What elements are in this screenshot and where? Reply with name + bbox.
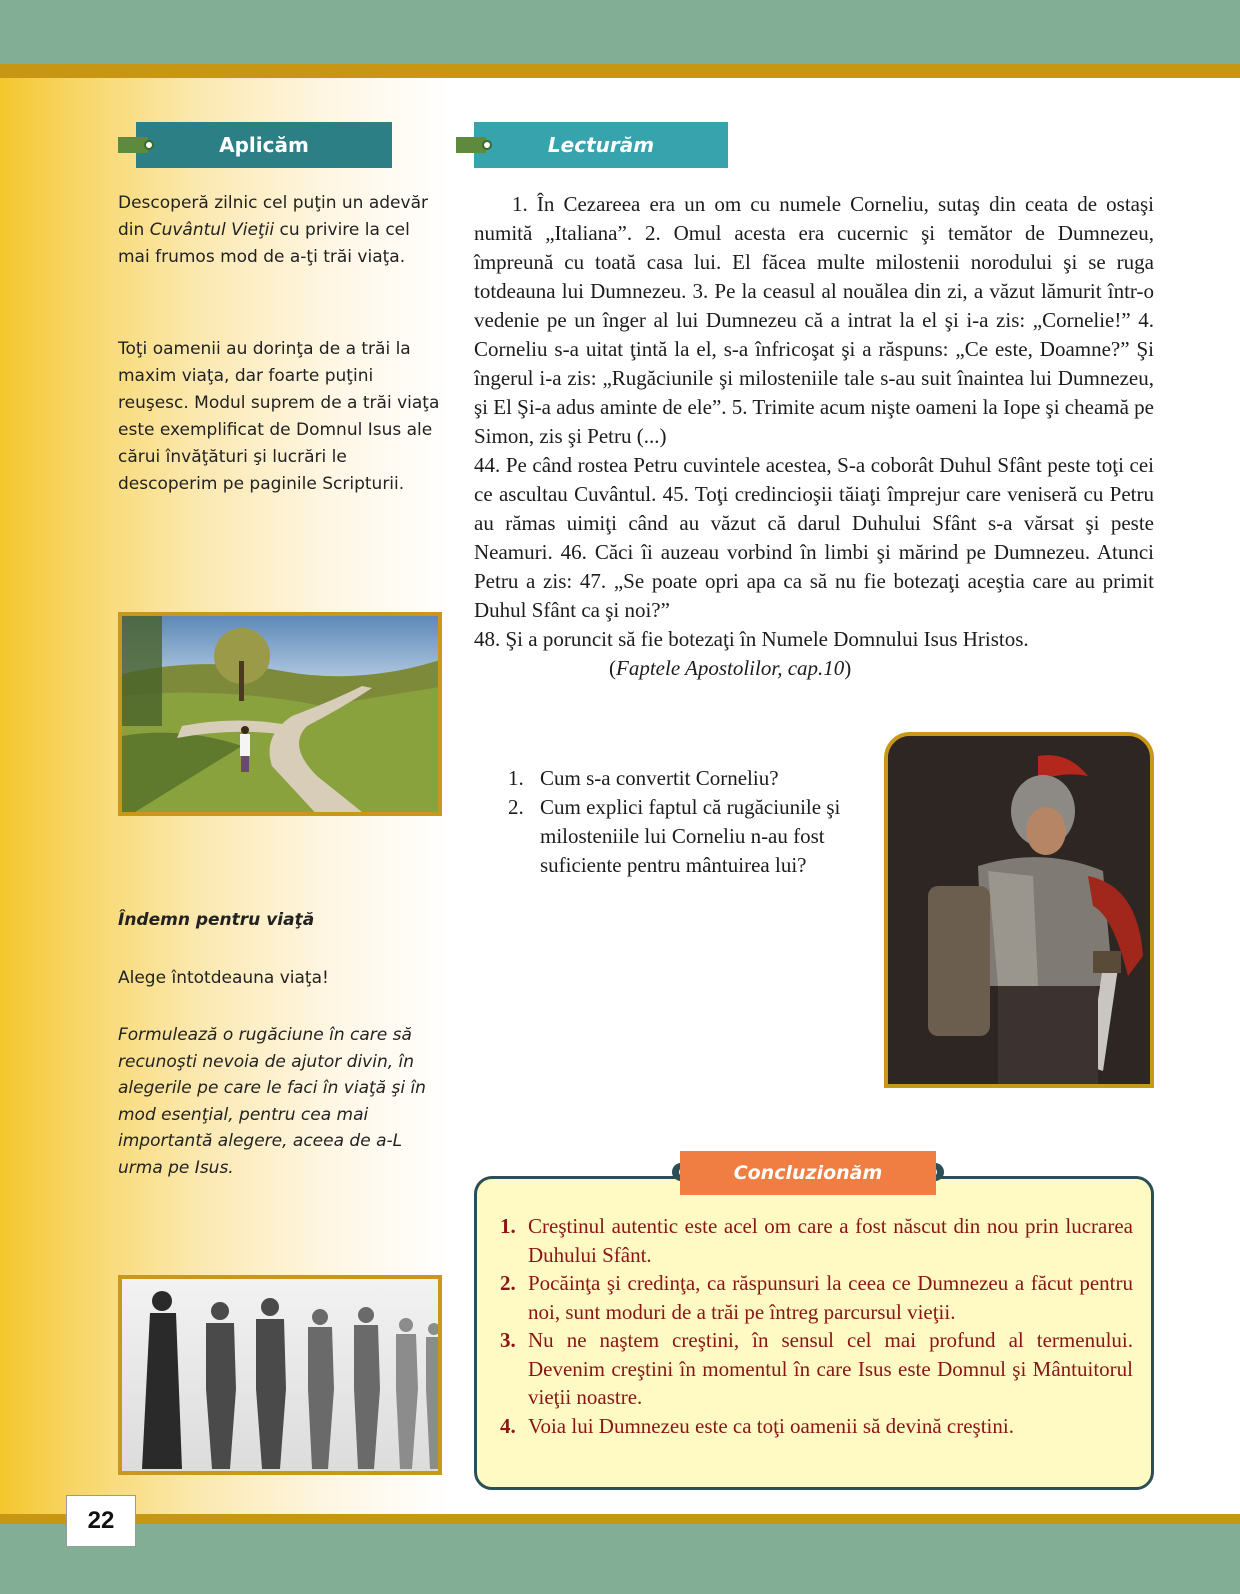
- question-number: 2.: [508, 795, 524, 819]
- desc-text: Descoperă zilnic cel puţin un adevăr din: [118, 193, 428, 240]
- top-banner: [0, 0, 1240, 64]
- conclusion-number: 4.: [500, 1413, 516, 1438]
- question-text: Cum s-a convertit Corneliu?: [540, 766, 779, 790]
- top-gold-line: [0, 64, 1240, 78]
- citation-open: (: [609, 656, 616, 680]
- conclusion-item: [500, 1412, 1133, 1441]
- concluzionam-title: Concluzionăm: [733, 1162, 883, 1184]
- conclusion-number: 3.: [500, 1328, 516, 1352]
- section-header-aplicam: [136, 122, 392, 168]
- bottom-banner: [0, 1524, 1240, 1594]
- centurion-illustration: [888, 736, 1150, 1084]
- bible-reading: [474, 190, 1154, 683]
- reading-paragraph-2: 44. Pe când rostea Petru cuvintele acestea, S-a coborât Duhul Sfânt peste toţi cei ce ascultau Cuvântul. 45. Toţi credincioşii tăiaţi împrejur care veniseră cu Petru au rămas uimiţi când au văzut că darul Duhului Sfânt s-a vărsat şi peste Neamuri. 46. Căci îi auzeau vorbind în limbi şi mărind pe Dumnezeu. Atunci Petru a zis: 47. „Se poate opri apa ca să nu fie botezaţi aceştia care au primit Duhul Sfânt ca şi noi?”: [474, 453, 1154, 622]
- conclusion-item: [500, 1212, 1133, 1269]
- conclusion-number: 1.: [500, 1214, 516, 1238]
- silhouettes-illustration: [122, 1279, 442, 1475]
- bottom-gold-line: [0, 1514, 1240, 1524]
- question-text: Cum explici faptul că rugăciunile şi milosteniile lui Corneliu n-au fost suficiente pentru mântuirea lui?: [540, 795, 841, 877]
- aplicam-description: [118, 190, 443, 271]
- page-number: 22: [66, 1495, 136, 1547]
- citation-close: ): [844, 656, 852, 680]
- conclusion-text: Pocăinţa şi credinţa, ca răspunsuri la ceea ce Dumnezeu a făcut pentru noi, sunt moduri de a trăi pe întreg parcursul vieţii.: [528, 1271, 1133, 1324]
- question-item: [508, 793, 858, 880]
- citation-text: Faptele Apostolilor, cap.10: [616, 656, 845, 680]
- reading-citation: [474, 654, 1154, 683]
- conclusion-text: Voia lui Dumnezeu este ca toţi oamenii să devină creştini.: [528, 1413, 1014, 1438]
- lecturam-title: Lecturăm: [547, 133, 655, 157]
- road-photo: [118, 612, 442, 816]
- header-dot-icon: [144, 140, 154, 150]
- formuleaza-text: Formulează o rugăciune în care să recunoşti nevoia de ajutor divin, în alegerile pe care le faci în viaţă şi în mod esenţial, pentru cea mai importantă alegere, aceea de a-L urma pe Isus.: [118, 1025, 426, 1178]
- questions-list: [508, 764, 858, 880]
- section-header-lecturam: [474, 122, 728, 168]
- alege-text: Alege întotdeauna viaţa!: [118, 968, 329, 988]
- indemn-title: Îndemn pentru viaţă: [118, 910, 315, 930]
- question-item: [508, 764, 858, 793]
- conclusion-text: Nu ne naştem creştini, în sensul cel mai profund al termenului. Devenim creştini în momentul în care Isus este Domnul şi Mântuitorul vieţii noastre.: [528, 1328, 1133, 1409]
- reading-paragraph-1: 1. În Cezareea era un om cu numele Corneliu, sutaş din ceata de ostaşi numită „Italiana”. 2. Omul acesta era cucernic şi temător de Dumnezeu, împreună cu toată casa lui. El făcea multe milostenii norodului şi se ruga totdeauna lui Dumnezeu. 3. Pe la ceasul al nouălea din zi, a văzut lămurit într-o vedenie pe un înger al lui Dumnezeu că a intrat la el şi i-a zis: „Cornelie!” 4. Corneliu s-a uitat ţintă la el, s-a înfricoşat şi a răspuns: „Ce este, Doamne?” Şi îngerul i-a zis: „Rugăciunile şi milosteniile tale s-au suit înaintea lui Dumnezeu, şi El Şi-a adus aminte de ele”. 5. Trimite acum nişte oameni la Iope şi cheamă pe Simon, zis şi Petru (...): [474, 192, 1154, 448]
- conclusion-item: [500, 1326, 1133, 1412]
- conclusions-list: [500, 1212, 1133, 1440]
- conclusion-item: [500, 1269, 1133, 1326]
- conclusion-text: Creştinul autentic este acel om care a fost născut din nou prin lucrarea Duhului Sfânt.: [528, 1214, 1133, 1267]
- section-header-concluzionam: [680, 1151, 936, 1195]
- conclusion-number: 2.: [500, 1271, 516, 1295]
- aplicam-title: Aplicăm: [219, 133, 309, 157]
- reading-paragraph-3: 48. Şi a poruncit să fie botezaţi în Numele Domnului Isus Hristos.: [474, 627, 1029, 651]
- question-number: 1.: [508, 766, 524, 790]
- silhouettes-photo: [118, 1275, 442, 1475]
- desc-italic-text: Cuvântul Vieţii: [149, 220, 275, 240]
- desc-text-end: cu privire la cel mai frumos mod de a-ţi trăi viaţa.: [118, 220, 410, 267]
- aplicam-paragraph: Toţi oamenii au dorinţa de a trăi la maxim viaţa, dar foarte puţini reuşesc. Modul suprem de a trăi viaţa este exemplificat de Domnul Isus ale cărui învăţături şi lucrări le descoperim pe paginile Scripturii.: [118, 339, 440, 494]
- road-illustration: [122, 616, 442, 816]
- header-dot-icon: [482, 140, 492, 150]
- roman-centurion-photo: [884, 732, 1154, 1088]
